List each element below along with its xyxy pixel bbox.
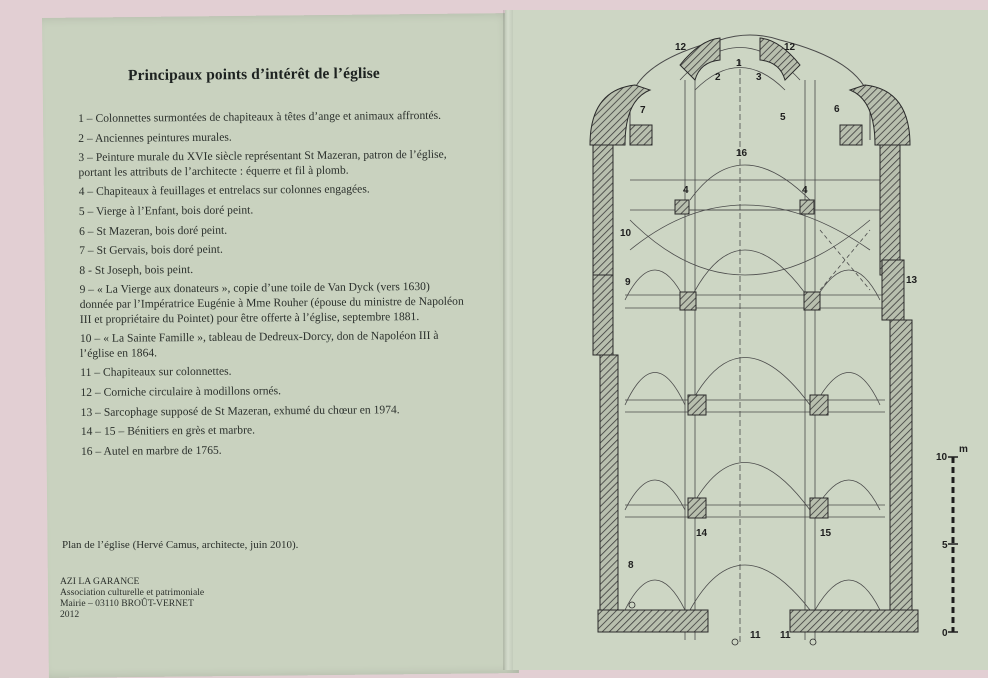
- poi-item-11: 11 – Chapiteaux sur colonnettes.: [80, 364, 232, 380]
- plan-label-13: 13: [906, 275, 918, 286]
- poi-item-10: 10 – « La Sainte Famille », tableau de Dedreux-Dorcy, don de Napoléon III à l’église en 1864.: [79, 328, 439, 360]
- scale-bar: [936, 444, 968, 639]
- poi-item-7: 7 – St Gervais, bois doré peint.: [79, 242, 223, 258]
- church-floor-plan: [570, 20, 988, 659]
- poi-item-8: 8 - St Joseph, bois peint.: [79, 262, 194, 277]
- poi-item-5: 5 – Vierge à l’Enfant, bois doré peint.: [78, 203, 254, 218]
- plan-label-2: 2: [715, 72, 721, 83]
- scale-label-10: 10: [936, 452, 948, 463]
- plan-label-10: 10: [620, 228, 632, 239]
- association-address: Mairie – 03110 BROÛT-VERNET: [60, 598, 194, 609]
- association-year: 2012: [60, 609, 80, 620]
- poi-item-6: 6 – St Mazeran, bois doré peint.: [78, 223, 228, 238]
- poi-item-1: 1 – Colonnettes surmontées de chapiteaux à têtes d’ange et animaux affrontés.: [78, 108, 442, 125]
- plan-label-11-left: 11: [750, 630, 761, 641]
- leaflet-title: Principaux points d’intérêt de l’église: [127, 64, 380, 85]
- plan-label-15: 15: [820, 528, 832, 539]
- scale-label-5: 5: [942, 540, 948, 551]
- page-fold: [503, 10, 513, 670]
- plan-label-9: 9: [625, 277, 631, 288]
- poi-item-2: 2 – Anciennes peintures murales.: [78, 130, 232, 145]
- scale-unit: m: [959, 444, 968, 455]
- plan-label-12-right: 12: [784, 42, 796, 53]
- plan-label-14: 14: [696, 528, 708, 539]
- points-of-interest-list: [78, 109, 466, 465]
- plan-label-4-left: 4: [683, 185, 689, 196]
- association-subtitle: Association culturelle et patrimoniale: [60, 587, 205, 598]
- poi-item-9: 9 – « La Vierge aux donateurs », copie d’une toile de Van Dyck (vers 1630) donnée par l’Impératrice Eugénie à Mme Rouher (épouse du ministre de Napoléon III et propriétaire du Pointet) pour être offerte à l’église, septembre 1881.: [79, 280, 464, 326]
- plan-label-7: 7: [640, 105, 646, 116]
- scale-label-0: 0: [942, 628, 948, 639]
- plan-label-6: 6: [834, 104, 840, 115]
- poi-item-16: 16 – Autel en marbre de 1765.: [80, 443, 222, 458]
- association-block: [60, 576, 204, 620]
- poi-item-12: 12 – Corniche circulaire à modillons ornés.: [80, 384, 282, 399]
- plan-label-5: 5: [780, 112, 786, 123]
- poi-item-13: 13 – Sarcophage supposé de St Mazeran, exhumé du chœur en 1974.: [80, 402, 400, 419]
- plan-label-11-right: 11: [780, 630, 791, 641]
- plan-label-3: 3: [756, 72, 762, 83]
- poi-item-14-15: 14 – 15 – Bénitiers en grès et marbre.: [80, 423, 256, 439]
- association-name: AZI LA GARANCE: [60, 576, 140, 587]
- plan-label-12-left: 12: [675, 42, 687, 53]
- poi-item-4: 4 – Chapiteaux à feuillages et entrelacs sur colonnes engagées.: [78, 182, 370, 199]
- plan-caption: Plan de l’église (Hervé Camus, architecte, juin 2010).: [62, 539, 299, 551]
- plan-label-4-right: 4: [802, 185, 808, 196]
- poi-item-3: 3 – Peinture murale du XVIe siècle représentant St Mazeran, patron de l’église, portant les attributs de l’architecte : équerre et fil à plomb.: [78, 147, 447, 179]
- plan-label-16: 16: [736, 148, 748, 159]
- plan-label-8: 8: [628, 560, 634, 571]
- plan-label-1: 1: [736, 58, 742, 69]
